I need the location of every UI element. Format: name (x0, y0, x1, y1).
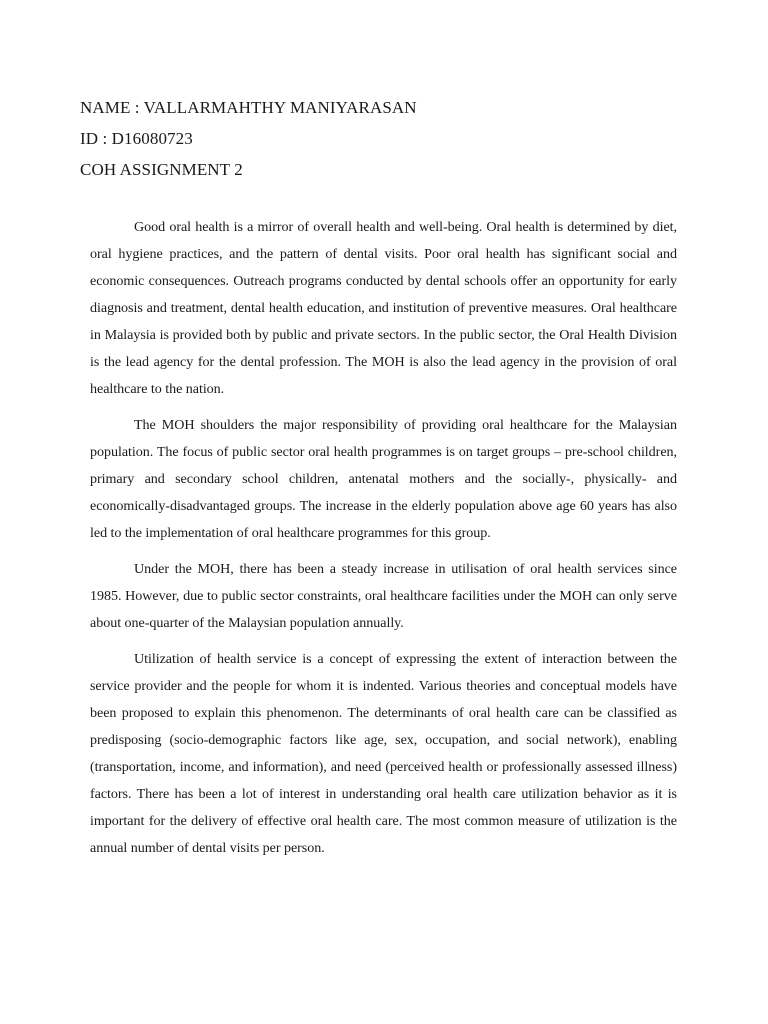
student-name-line: NAME : VALLARMAHTHY MANIYARASAN (80, 98, 417, 117)
paragraph-utilisation-trend: Under the MOH, there has been a steady increase in utilisation of oral health services since 1985. However, due to public sector constraints, oral healthcare facilities under the MOH can only serve about one-quarter of the Malaysian population annually. (90, 561, 677, 631)
document-body (90, 214, 677, 871)
paragraph-oral-health-overview: Good oral health is a mirror of overall health and well-being. Oral health is determined by diet, oral hygiene practices, and the pattern of dental visits. Poor oral health has significant social and economic consequences. Outreach programs conducted by dental schools offer an opportunity for early diagnosis and treatment, dental health education, and institution of preventive measures. Oral healthcare in Malaysia is provided both by public and private sectors. In the public sector, the Oral Health Division is the lead agency for the dental profession. The MOH is also the lead agency in the provision of oral healthcare to the nation. (90, 219, 677, 397)
paragraph-moh-responsibility: The MOH shoulders the major responsibility of providing oral healthcare for the Malaysian population. The focus of public sector oral health programmes is on target groups – pre-school children, primary and secondary school children, antenatal mothers and the socially-, physically- and economically-disadvantaged groups. The increase in the elderly population above age 60 years has also led to the implementation of oral healthcare programmes for this group. (90, 417, 677, 541)
paragraph-utilization-determinants: Utilization of health service is a concept of expressing the extent of interaction between the service provider and the people for whom it is indented. Various theories and conceptual models have been proposed to explain this phenomenon. The determinants of oral health care can be classified as predisposing (socio-demographic factors like age, sex, occupation, and social network), enabling (transportation, income, and information), and need (perceived health or professionally assessed illness) factors. There has been a lot of interest in understanding oral health care utilization behavior as it is important for the delivery of effective oral health care. The most common measure of utilization is the annual number of dental visits per person. (90, 651, 677, 856)
student-id-line: ID : D16080723 (80, 129, 193, 148)
assignment-title: COH ASSIGNMENT 2 (80, 160, 243, 179)
document-header (80, 92, 680, 185)
